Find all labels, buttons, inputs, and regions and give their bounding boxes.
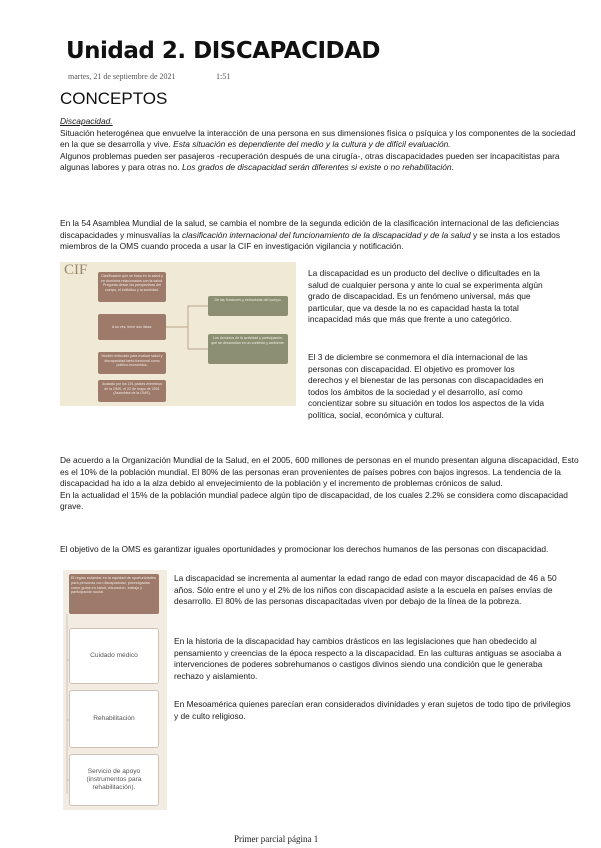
text-span: En la 54 Asamblea Mundial de la salud, se cambia el nombre de la segunda edición de la clasificación internacional de las deficiencias discapacidades y minusvalías la (60, 218, 560, 240)
oms-objective-paragraph: El objetivo de la OMS es garantizar iguales oportunidades y promocionar los derechos humanos de las personas con discapacidad. (60, 544, 549, 554)
cif-list-box: Los dominios de la actividad y participación, que se desarrollan en un contexto y ambiente. (208, 334, 288, 364)
text-span: Esta situación es dependiente del medio y la cultura y de difícil evaluación. (173, 139, 451, 150)
oms-top-box: El reglas estándar en la equidad de oportunidades para personas con discapacidad, promulgadas como guías en salud, educación, trabajo y participación social. (69, 574, 159, 614)
text-span: Algunos problemas pueden ser pasajeros -recuperación después de una cirugía-, otras discapacidades pueden ser incapacitistas para algunas labores y para otras no. (60, 150, 560, 173)
text-span: y se insta a los estados miembros de la OMS cuando proceda a usar la CIF en investigación vigilancia y notificación. (60, 229, 561, 252)
text-span: clasificación internacional del funcionamiento de la discapacidad y de la salud (181, 229, 471, 240)
cif-list-box: De las funciones y estructuras del cuerpo. (208, 296, 288, 316)
text-span: Situación heterogénea que envuelve la interacción de una persona en sus dimensiones física o psíquica y los componentes de la sociedad en la que se desarrolla y vive. (60, 127, 576, 150)
definition-side-paragraph: La discapacidad es un producto del declive o dificultades en la salud de cualquier persona y ante lo cual se experimenta algún grado de discapacidad. Es un fenómeno universal, más que particular, que va desde la no es capacidad hasta la total incapacidad más que más que frente a uno categórico. (308, 268, 543, 325)
mesoamerica-paragraph: En Mesoamérica quienes parecían eran considerados divinidades y eran sujetos de todo tipo de privilegios y de culto religioso. (174, 699, 571, 721)
cif-box: Modelo enfocado para evaluar salud y discapacidad tanto funcional como político-económica. (98, 352, 166, 374)
text-span: De acuerdo a la Organización Mundial de la Salud, en el 2005, 600 millones de personas en el mundo presentan alguna discapacidad, Esto es el 10% de la población mundial. El 80% de las personas eran provenientes de países pobres con bajos ingresos. La tendencia de la discapacidad ha ido a la alza debido al envejecimiento de la población y el incremento de problemas crónicos de salud. (60, 455, 579, 489)
cif-label: CIF (64, 262, 88, 278)
date-stamp: martes, 21 de septiembre de 2021 (68, 72, 176, 81)
statistics-paragraph (60, 455, 580, 513)
text-span: Los grados de discapacidad serán diferentes si existe o no rehabilitación (181, 162, 452, 173)
page-footer: Primer parcial página 1 (234, 834, 319, 844)
commemoration-paragraph: El 3 de diciembre se conmemora el día internacional de las personas con discapacidad. El objetivo es promover los derechos y el bienestar de las personas con discapacidades en todos los ámbitos de la sociedad y el desarrollo, así como concientizar sobre su situación en todos los aspectos de la vida política, social, económica y cultural. (308, 352, 545, 420)
term-label: Discapacidad. (60, 116, 113, 126)
age-statistics-paragraph: La discapacidad se incrementa al aumentar la edad rango de edad con mayor discapacidad de 46 a 50 años. Sólo entre el uno y el 2% de los niños con discapacidad asiste a la escuela en países envías de desarrollo. El 80% de las personas discapacitadas viven por debajo de la línea de la pobreza. (174, 573, 557, 607)
history-paragraph: En la historia de la discapacidad hay cambios drásticos en las legislaciones que han obedecido al pensamiento y creencias de la época respecto a la discapacidad. En las culturas antiguas se asociaba a intervenciones de poderes sobrehumanos o castigos divinos siendo una condición que le generaba rechazo y aislamiento. (174, 636, 562, 681)
text-span: . (451, 162, 454, 173)
time-stamp: 1:51 (216, 72, 231, 81)
text-span: En la actualidad el 15% de la población mundial padece algún tipo de discapacidad, de los cuales 2.2% se considera como discapacidad grave. (60, 489, 568, 512)
cif-box: A su vez, tiene dos listas: (98, 314, 166, 340)
cif-box: Avalado por los 191 países miembros de la OMS, el 22 de mayo de 2001 (Asamblea de la OMS). (98, 380, 166, 402)
oms-item-box: Servicio de apoyo (instrumentos para rehabilitación). (69, 754, 159, 806)
cif-diagram-image (60, 262, 296, 406)
definition-paragraph (60, 116, 580, 174)
cif-box: Clasificación que se basa en la salud y en dominios relacionados con la salud. Pregunta desde las perspectivas del cuerpo, el individuo y la sociedad. (98, 272, 166, 302)
page-title: Unidad 2. DISCAPACIDAD (66, 38, 380, 64)
oms-diagram-image (63, 570, 167, 810)
oms-item-box: Cuidado médico (69, 628, 159, 684)
assembly-paragraph (60, 218, 580, 253)
oms-item-box: Rehabilitación (69, 690, 159, 748)
section-heading: CONCEPTOS (60, 89, 168, 108)
cif-connectors (60, 262, 296, 406)
